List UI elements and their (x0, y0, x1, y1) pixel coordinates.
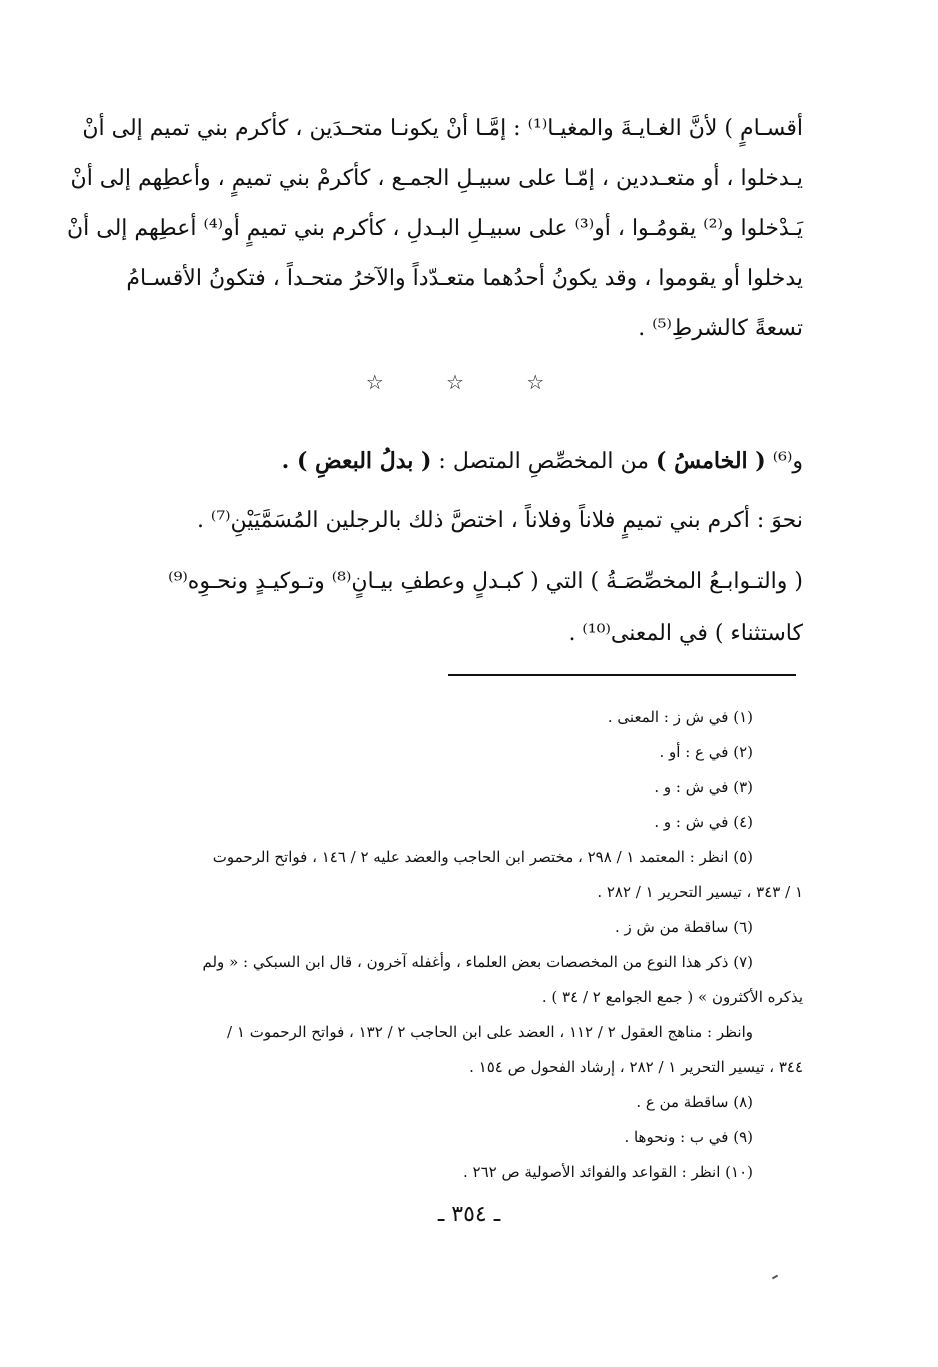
footnote-text: (٩) في ب : ونحوها . (624, 1128, 753, 1146)
footnote-text: (٤) في ش : و . (654, 813, 753, 831)
footnote-text: (٧) ذكر هذا النوع من المخصصات بعض العلماء ، وأغفله آخرون ، قال ابن السبكي : « ولم (202, 953, 753, 971)
footnote (111, 1155, 803, 1190)
footnote-text: (١٠) انظر : القواعد والفوائد الأصولية ص ٢٦٢ . (463, 1163, 753, 1181)
paragraph-line: يدخلوا أو يقوموا ، وقد يكونُ أحدُهما متعـدّداً والآخرُ متحـداً ، فتكونُ الأقسـامُ (126, 266, 803, 291)
paragraph-line: يَـدْخلوا و⁽²⁾ يقومُـوا ، أو⁽³⁾ على سبيـلِ البـدلِ ، كأكرم بني تميمٍ أو⁽⁴⁾ أعطِهم إلى أنْ (66, 216, 803, 241)
footnote (111, 1085, 803, 1120)
footnote-text: (٢) في ع : أو . (659, 743, 753, 761)
footnote (111, 770, 803, 805)
tawabi-line: كاستثناء ) في المعنى⁽¹⁰⁾ . (568, 621, 803, 646)
footnotes (111, 700, 803, 1190)
footnote-text: (٨) ساقطة من ع . (636, 1093, 753, 1111)
footnote (111, 910, 803, 945)
section-separator: ☆ ☆ ☆ (365, 370, 573, 394)
tawabi-line: ( والتـوابـعُ المخصِّصَـةُ ) التي ( كبـدلٍ وعطفِ بيـانٍ⁽⁸⁾ وتـوكيـدٍ ونحـوِه⁽⁹⁾ (168, 569, 803, 594)
scan-speck (772, 1275, 778, 1280)
example-line: نحوَ : أكرم بني تميمٍ فلاناً وفلاناً ، اختصَّ ذلك بالرجلين المُسَمَّيَيْنِ⁽⁷⁾ . (196, 508, 803, 533)
footnote-text: (١) في ش ز : المعنى . (607, 708, 753, 726)
page-number: ـ ٣٥٤ ـ (437, 1202, 501, 1227)
footnote-text: (٦) ساقطة من ش ز . (614, 918, 753, 936)
footnote-continuation: ٣٤٤ ، تيسير التحرير ١ / ٢٨٢ ، إرشاد الفحول ص ١٥٤ . (469, 1058, 803, 1076)
footnote-text: (٥) انظر : المعتمد ١ / ٢٩٨ ، مختصر ابن الحاجب والعضد عليه ٢ / ١٤٦ ، فواتح الرحموت (212, 848, 753, 866)
fifth-label: ( الخامسُ ) (656, 448, 766, 474)
paragraph-line: يـدخلوا ، أو متعـددين ، إمّـا على سبيـلِ الجمـع ، كأكرمْ بني تميمٍ ، وأعطِهم إلى أنْ (70, 166, 803, 191)
fifth-heading (133, 436, 803, 487)
footnote-continuation: يذكره الأكثرون » ( جمع الجوامع ٢ / ٣٤ ) . (541, 988, 803, 1006)
fifth-prefix: و⁽⁶⁾ (765, 449, 803, 474)
tawabi-paragraph (133, 556, 803, 660)
main-paragraph (66, 104, 803, 354)
paragraph-line: أقسـامٍ ) لأنَّ الغـايـةَ والمغيـا⁽¹⁾ : إمَّـا أنْ يكونـا متحـدَين ، كأكرم بني تميم إلى أنْ (82, 116, 803, 141)
footnote-divider (448, 674, 796, 676)
footnote (111, 805, 803, 840)
footnote (111, 735, 803, 770)
paragraph-line: تسعةً كالشرطِ⁽⁵⁾ . (638, 316, 803, 341)
footnote (111, 700, 803, 735)
footnote-text: (٣) في ش : و . (654, 778, 753, 796)
footnote-continuation: ١ / ٣٤٣ ، تيسير التحرير ١ / ٢٨٢ . (597, 883, 803, 901)
footnote (111, 840, 803, 910)
fifth-term: ( بدلُ البعضِ ) . (281, 448, 432, 474)
footnote (111, 1015, 803, 1085)
footnote-text: وانظر : مناهج العقول ٢ / ١١٢ ، العضد على ابن الحاجب ٢ / ١٣٢ ، فواتح الرحموت ١ / (227, 1023, 753, 1041)
footnote (111, 1120, 803, 1155)
footnote (111, 945, 803, 1015)
fifth-middle: من المخصِّصِ المتصل : (431, 449, 657, 474)
